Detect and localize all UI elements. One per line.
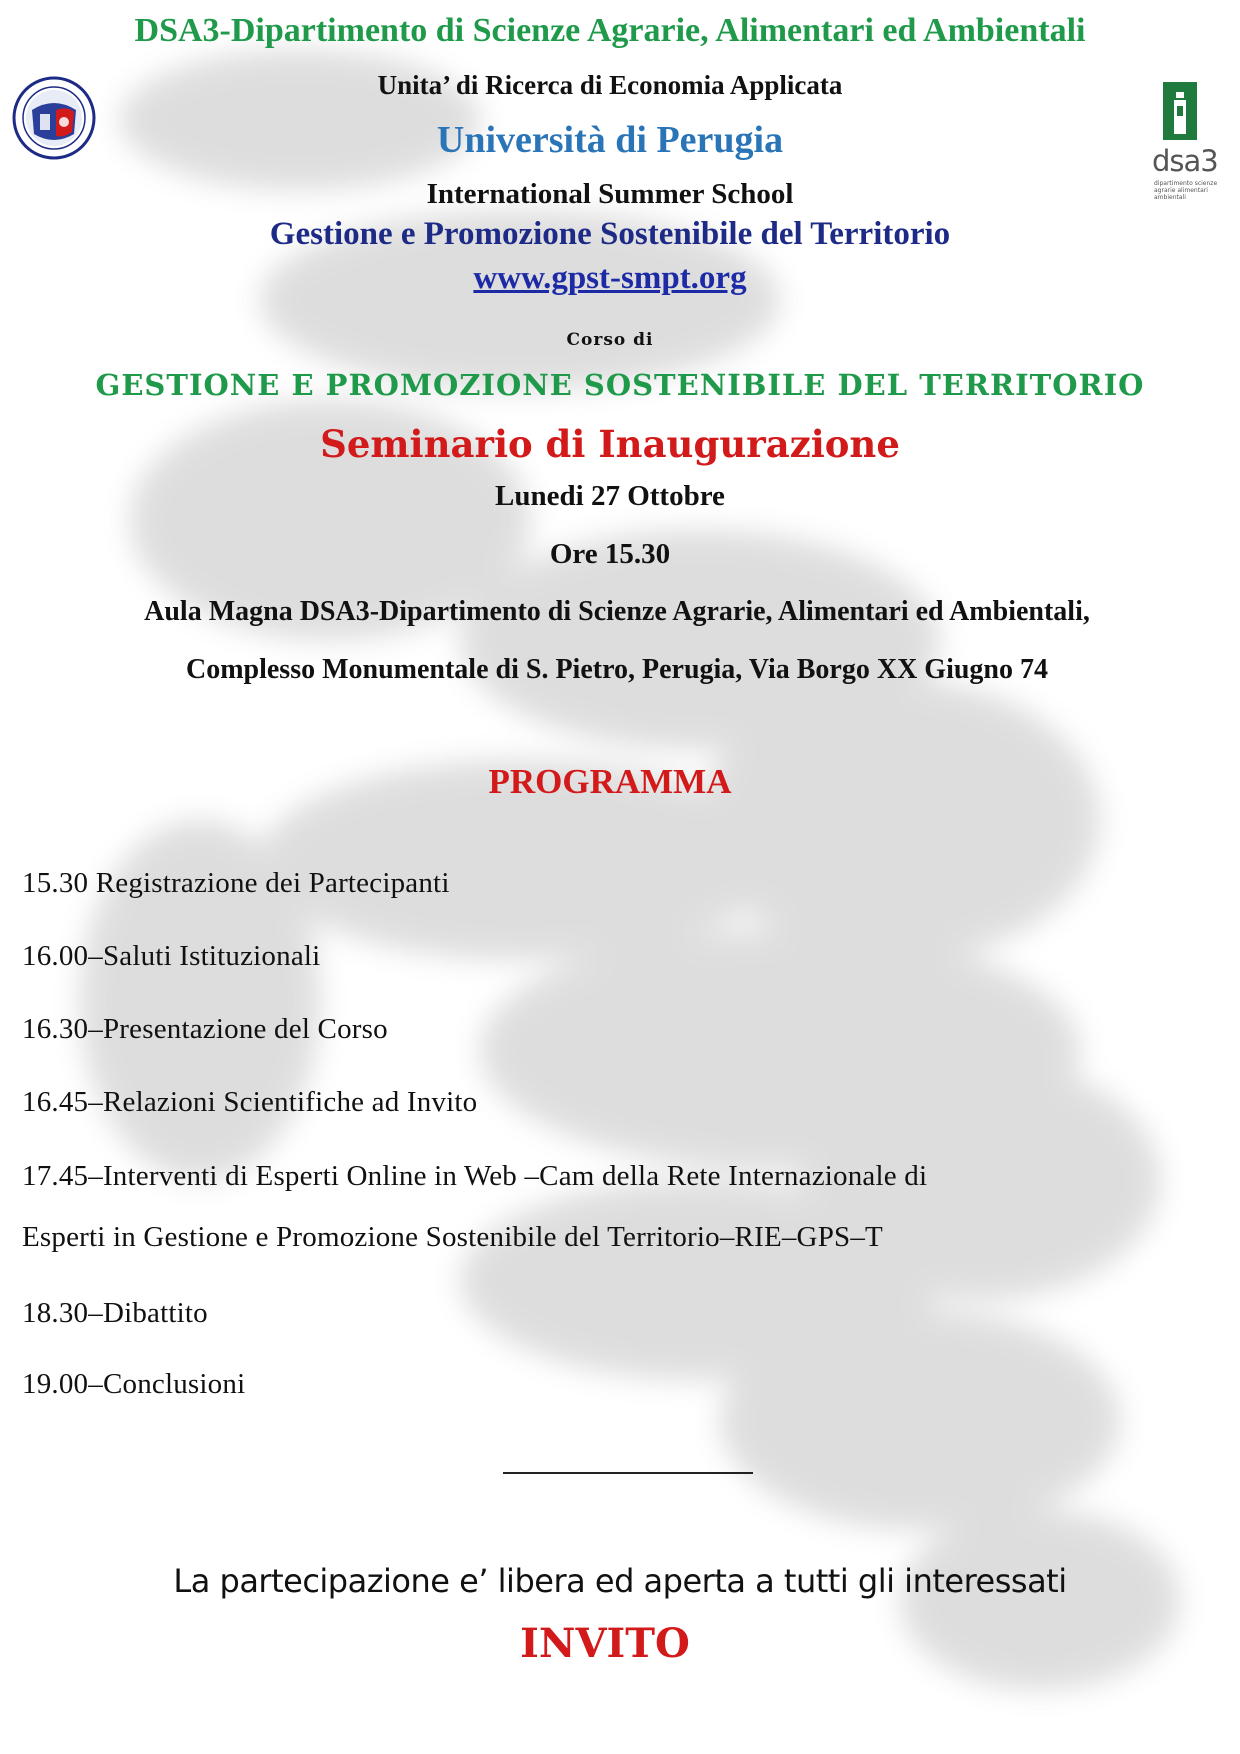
program-item: 16.00–Saluti Istituzionali: [22, 940, 321, 972]
program-item: 16.45–Relazioni Scientifiche ad Invito: [22, 1086, 478, 1118]
event-venue-line-2: Complesso Monumentale di S. Pietro, Perugia, Via Borgo XX Giugno 74: [185, 654, 1049, 685]
event-date: Lunedi 27 Ottobre: [495, 480, 725, 512]
website-link[interactable]: www.gpst-smpt.org: [473, 260, 747, 296]
program-item: 18.30–Dibattito: [22, 1297, 208, 1329]
course-title: GESTIONE E PROMOZIONE SOSTENIBILE DEL TERRITORIO: [95, 368, 1145, 402]
research-unit: Unita’ di Ricerca di Economia Applicata: [377, 70, 843, 100]
event-time: Ore 15.30: [549, 538, 671, 570]
program-item: 17.45–Interventi di Esperti Online in Web –Cam della Rete Internazionale di: [22, 1160, 928, 1192]
participation-note: La partecipazione e’ libera ed aperta a tutti gli interessati: [173, 1562, 1067, 1600]
program-item: 16.30–Presentazione del Corso: [22, 1013, 388, 1045]
invite-label: INVITO: [520, 1620, 690, 1667]
university-name: Università di Perugia: [436, 119, 784, 161]
seminar-title: Seminario di Inaugurazione: [320, 422, 900, 466]
department-title: DSA3-Dipartimento di Scienze Agrarie, Alimentari ed Ambientali: [134, 12, 1086, 49]
summer-school: International Summer School: [426, 178, 794, 210]
program-heading: PROGRAMMA: [488, 762, 732, 801]
website-line: [0, 260, 1230, 297]
course-label: Corso di: [566, 330, 654, 350]
divider-line: [503, 1472, 753, 1474]
dsa3-logo-name: dsa3: [1152, 144, 1218, 178]
dsa3-logo-subtitle: dipartimento scienze agrarie alimentari ambientali: [1154, 180, 1218, 201]
program-item: 19.00–Conclusioni: [22, 1368, 246, 1400]
event-venue-line-1: Aula Magna DSA3-Dipartimento di Scienze Agrarie, Alimentari ed Ambientali,: [144, 596, 1090, 627]
program-item: Esperti in Gestione e Promozione Sostenibile del Territorio–RIE–GPS–T: [22, 1221, 883, 1253]
school-subject: Gestione e Promozione Sostenibile del Territorio: [269, 216, 951, 252]
program-item: 15.30 Registrazione dei Partecipanti: [22, 867, 450, 899]
